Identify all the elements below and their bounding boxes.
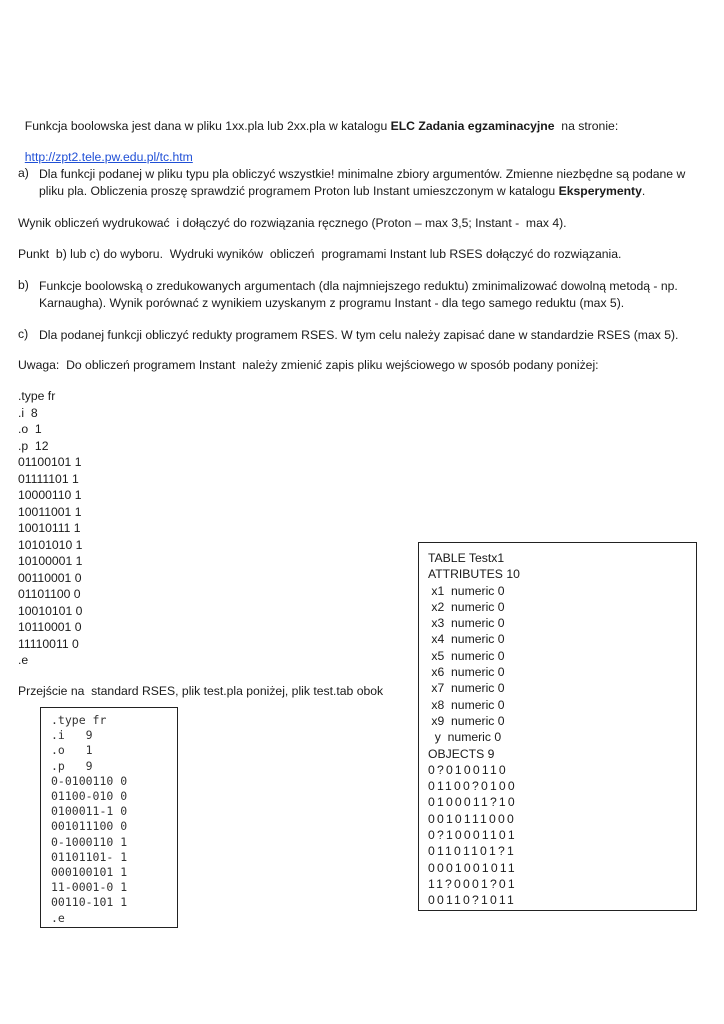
punkt-paragraph: Punkt b) lub c) do wyboru. Wydruki wyników obliczeń programami Instant lub RSES dołączyć do rozwiązania. (18, 247, 622, 261)
item-a-marker: a) (18, 166, 29, 180)
item-c-text: Dla podanej funkcji obliczyć redukty programem RSES. W tym celu należy zapisać dane w standardzie RSES (max 5). (39, 328, 679, 342)
item-b-marker: b) (18, 278, 29, 292)
tab-object-row: 0001001011 (428, 860, 517, 875)
item-b-text: Funkcje boolowską o zredukowanych argumentach (dla najmniejszego reduktu) zminimalizować dowolną metodą - np. Karnaugha). Wynik porównać z wynikiem uzyskanym z programu Instant - dla tego samego reduktu (max 5). (39, 279, 678, 310)
item-a-bold: Eksperymenty (558, 184, 642, 198)
code-line: .e (18, 653, 29, 667)
tab-object-row: 0?0100110 (428, 762, 508, 777)
tab-object-row: 11?0001?01 (428, 876, 517, 891)
code-line: 11110011 0 (18, 636, 79, 651)
code-line: 00110001 0 (18, 570, 82, 585)
tab-attribute: x3 numeric 0 (428, 616, 505, 631)
code-line: 01101100 0 (18, 587, 81, 601)
pla-file-box (40, 707, 178, 928)
tab-file-content (428, 550, 520, 909)
tab-file-box (418, 542, 697, 911)
code-line: .p 12 (18, 438, 49, 453)
code-line: .i 8 (18, 405, 38, 420)
item-a-end: . (641, 184, 646, 198)
code-line: .o 1 (18, 422, 42, 436)
tab-attribute: y numeric 0 (428, 730, 502, 745)
tab-attribute: x8 numeric 0 (428, 697, 505, 712)
item-a-text: Dla funkcji podanej w pliku typu pla obliczyć wszystkie! minimalne zbiory argumentów. Zmienne niezbędne są podane w pliku pla. Obliczenia proszę sprawdzić programem Proton lub Instant umieszczonym w katalogu (39, 167, 686, 198)
wynik-paragraph: Wynik obliczeń wydrukować i dołączyć do rozwiązania ręcznego (Proton – max 3,5; Instant - max 4). (18, 216, 567, 230)
code-line: 10011001 1 (18, 504, 82, 519)
code-line: 10110001 0 (18, 620, 82, 634)
item-b (18, 278, 698, 312)
code-line: 01111101 1 (18, 471, 79, 486)
tab-objects-label: OBJECTS 9 (428, 746, 495, 761)
intro-suffix: na stronie: (554, 119, 619, 133)
code-line: 10010111 1 (18, 521, 81, 535)
tab-object-row: 0?10001101 (428, 828, 517, 843)
tab-attribute: x9 numeric 0 (428, 713, 505, 728)
tab-attribute: x7 numeric 0 (428, 681, 505, 696)
tab-attribute: x5 numeric 0 (428, 648, 505, 663)
code-line: 10010101 0 (18, 603, 83, 618)
intro-bold-catalog: ELC Zadania egzaminacyjne (390, 119, 555, 133)
code-line: 10000110 1 (18, 488, 82, 502)
tab-object-row: 01100?0100 (428, 779, 517, 794)
code-line: 01100101 1 (18, 455, 82, 469)
item-c-marker: c) (18, 327, 29, 341)
tab-attribute: x4 numeric 0 (428, 632, 505, 647)
tab-attribute: x6 numeric 0 (428, 665, 505, 680)
tab-attribute: x2 numeric 0 (428, 599, 505, 614)
tab-attributes-count: ATTRIBUTES 10 (428, 567, 520, 582)
code-line: 10101010 1 (18, 537, 83, 552)
pla-file-content: .type fr .i 9 .o 1 .p 9 0-0100110 0 01100-010 0 0100011-1 0 001011100 0 0-1000110 1 01101101- 1 000100101 1 11-0001-0 1 00110-101 1 .e (51, 713, 128, 925)
tab-object-row: 0010111000 (428, 811, 516, 826)
intro-text: Funkcja boolowska jest dana w pliku 1xx.pla lub 2xx.pla w katalogu (24, 119, 391, 133)
item-a (18, 166, 698, 200)
intro-paragraph (18, 105, 618, 133)
tab-object-row: 01101101?1 (428, 844, 516, 859)
tab-object-row: 0100011?10 (428, 795, 517, 810)
uwaga-paragraph: Uwaga: Do obliczeń programem Instant należy zmienić zapis pliku wejściowego w sposób podany poniżej: (18, 358, 599, 372)
tab-header: TABLE Testx1 (428, 551, 505, 565)
tc-link[interactable]: http://zpt2.tele.pw.edu.pl/tc.htm (24, 150, 193, 164)
tab-object-row: 00110?1011 (428, 893, 516, 908)
tab-attribute: x1 numeric 0 (428, 583, 505, 598)
przejscie-paragraph: Przejście na standard RSES, plik test.pla poniżej, plik test.tab obok (18, 684, 384, 698)
item-c (18, 327, 698, 344)
code-line: .type fr (18, 389, 56, 403)
code-line: 10100001 1 (18, 554, 83, 568)
